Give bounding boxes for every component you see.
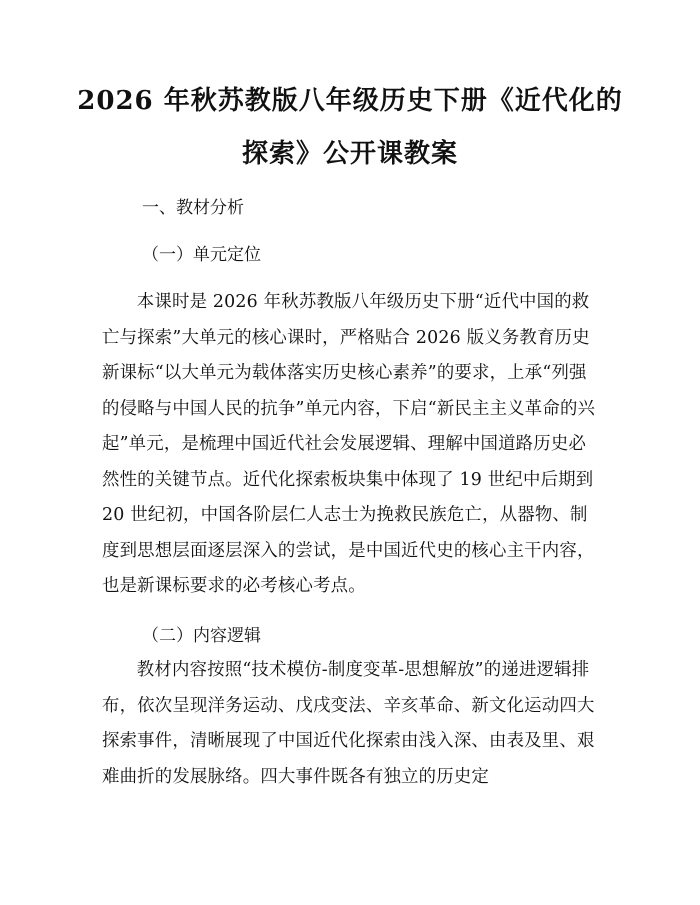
document-title-line-2: 探索》公开课教案	[241, 139, 458, 169]
section-heading-textbook-analysis: 一、教材分析	[142, 198, 244, 218]
body-paragraph-content-logic: 教材内容按照“技术模仿-制度变革-思想解放”的递进逻辑排布，依次呈现洋务运动、戊戌变法、辛亥革命、新文化运动四大探索事件，清晰展现了中国近代化探索由浅入深、由表及里、艰难曲折的发展脉络。四大事件既各有独立的历史定	[102, 660, 595, 787]
document-title-line-1: 2026 年秋苏教版八年级历史下册《近代化的	[77, 86, 623, 116]
subsection-heading-content-logic: （二）内容逻辑	[142, 626, 261, 646]
subsection-heading-unit-positioning: （一）单元定位	[142, 245, 261, 265]
body-paragraph-unit-positioning: 本课时是 2026 年秋苏教版八年级历史下册“近代中国的救亡与探索”大单元的核心课时，严格贴合 2026 版义务教育历史新课标“以大单元为载体落实历史核心素养”的要求，上承“列强的侵略与中国人民的抗争”单元内容，下启“新民主主义革命的兴起”单元，是梳理中国近代社会发展逻辑、理解中国道路历史必然性的关键节点。近代化探索板块集中体现了 19 世纪中后期到 20 世纪初，中国各阶层仁人志士为挽救民族危亡，从器物、制度到思想层面逐层深入的尝试，是中国近代史的核心主干内容，也是新课标要求的必考核心考点。	[102, 292, 596, 596]
